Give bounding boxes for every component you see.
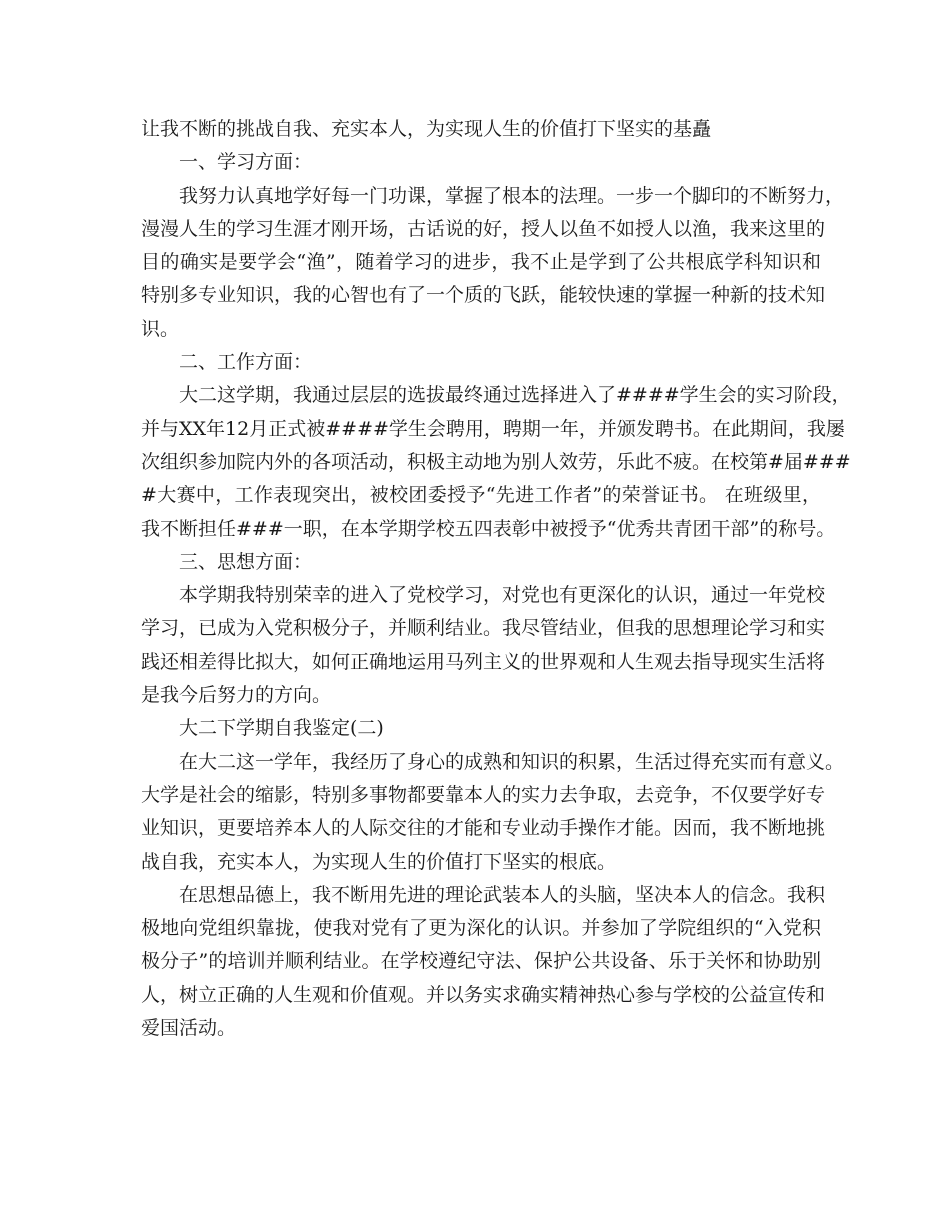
section-heading-thought: 三、思想方面： [179,550,313,573]
paragraph-line: 特别多专业知识，我的心智也有了一个质的飞跃，能较快速的掌握一种新的技术知 [141,284,826,307]
paragraph-line: 次组织参加院内外的各项活动，积极主动地为别人效劳，乐此不疲。在校第#届### [141,450,851,473]
paragraph-line: 极地向党组织靠拢，使我对党有了更为深化的认识。并参加了学院组织的“入党积 [141,917,821,940]
paragraph-line: 本学期我特别荣幸的进入了党校学习，对党也有更深化的认识，通过一年党校 [179,584,826,607]
paragraph-line: 我不断担任###一职，在本学期学校五四表彰中被授予“优秀共青团干部”的称号。 [141,517,836,540]
paragraph-line: #大赛中，工作表现突出，被校团委授予“先进工作者”的荣誉证书。 在班级里， [141,484,821,507]
document-body [141,113,851,1045]
paragraph-line: 在思想品德上，我不断用先进的理论武装本人的头脑，坚决本人的信念。我积 [179,883,826,906]
paragraph-line: 在大二这一学年，我经历了身心的成熟和知识的积累，生活过得充实而有意义。 [179,750,845,773]
paragraph-line: 识。 [141,317,180,340]
paragraph-line: 并与XX年12月正式被####学生会聘用，聘期一年，并颁发聘书。在此期间，我屡 [141,417,845,440]
paragraph-line: 极分子”的培训并顺利结业。在学校遵纪守法、保护公共设备、乐于关怀和协助别 [141,950,821,973]
paragraph-line: 学习，已成为入党积极分子，并顺利结业。我尽管结业，但我的思想理论学习和实 [141,617,826,640]
paragraph-line: 大学是社会的缩影，特别多事物都要靠本人的实力去争取，去竞争，不仅要学好专 [141,783,826,806]
paragraph-line: 人，树立正确的人生观和价值观。并以务实求确实精神热心参与学校的公益宣传和 [141,983,826,1006]
paragraph-line: 我努力认真地学好每一门功课，掌握了根本的法理。一步一个脚印的不断努力， [179,184,845,207]
paragraph-line: 战自我，充实本人，为实现人生的价值打下坚实的根底。 [141,850,617,873]
paragraph-line: 爱国活动。 [141,1017,237,1040]
section-heading-work: 二、工作方面： [179,351,313,374]
paragraph-line: 漫漫人生的学习生涯才刚开场，古话说的好，授人以鱼不如授人以渔，我来这里的 [141,217,826,240]
section-heading-study: 一、学习方面： [179,151,313,174]
subtitle-self-assessment-2: 大二下学期自我鉴定(二) [179,717,384,740]
paragraph-line: 业知识，更要培养本人的人际交往的才能和专业动手操作才能。因而，我不断地挑 [141,817,826,840]
paragraph-line: 践还相差得比拟大，如何正确地运用马列主义的世界观和人生观去指导现实生活将 [141,650,826,673]
paragraph-line: 是我今后努力的方向。 [141,684,332,707]
paragraph-line: 大二这学期，我通过层层的选拔最终通过选择进入了####学生会的实习阶段， [179,384,851,407]
paragraph-line: 目的确实是要学会“渔”，随着学习的进步，我不止是学到了公共根底学科知识和 [141,251,821,274]
paragraph-line: 让我不断的挑战自我、充实本人，为实现人生的价值打下坚实的基矗 [141,118,712,140]
